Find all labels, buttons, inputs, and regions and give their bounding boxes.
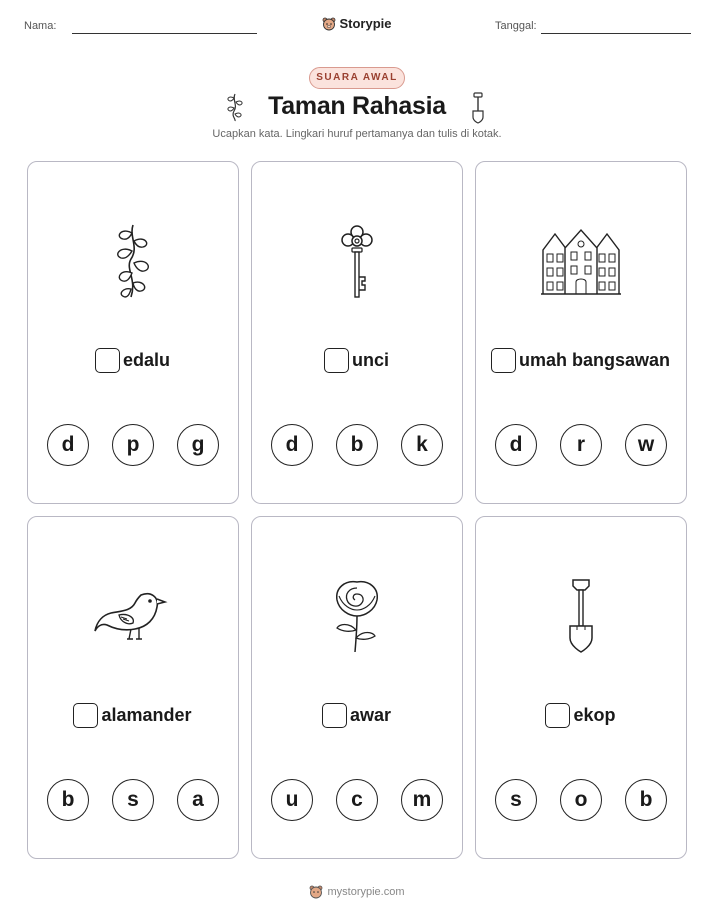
exercise-card xyxy=(27,516,239,859)
instructions: Ucapkan kata. Lingkari huruf pertamanya dan tulis di kotak. xyxy=(212,128,502,140)
word-row xyxy=(28,348,237,373)
letter-choices xyxy=(271,424,443,466)
letter-choice[interactable]: c xyxy=(336,779,378,821)
date-label: Tanggal: xyxy=(495,20,537,32)
letter-choices xyxy=(271,779,443,821)
word-row xyxy=(476,703,685,728)
footer xyxy=(0,885,714,902)
word-stem: ekop xyxy=(573,705,616,725)
answer-box[interactable] xyxy=(73,703,98,728)
letter-choice[interactable]: s xyxy=(112,779,154,821)
vine-icon xyxy=(103,223,163,299)
letter-choice[interactable]: d xyxy=(271,424,313,466)
letter-choice[interactable]: k xyxy=(401,424,443,466)
page-title: Taman Rahasia xyxy=(268,92,446,120)
letter-choice[interactable]: d xyxy=(47,424,89,466)
key-icon xyxy=(337,223,377,299)
exercise-card xyxy=(475,161,687,504)
letter-choice[interactable]: b xyxy=(336,424,378,466)
exercise-card xyxy=(251,161,463,504)
word-row xyxy=(252,703,461,728)
answer-box[interactable] xyxy=(545,703,570,728)
exercise-card xyxy=(27,161,239,504)
letter-choice[interactable]: g xyxy=(177,424,219,466)
word-row xyxy=(476,348,685,373)
footer-url[interactable]: mystorypie.com xyxy=(327,886,405,898)
letter-choice[interactable]: r xyxy=(560,424,602,466)
letter-choices xyxy=(47,424,219,466)
mansion-icon xyxy=(539,226,623,296)
word-row xyxy=(28,703,237,728)
answer-box[interactable] xyxy=(491,348,516,373)
letter-choice[interactable]: m xyxy=(401,779,443,821)
letter-choice[interactable]: p xyxy=(112,424,154,466)
letter-choice[interactable]: b xyxy=(625,779,667,821)
worksheet-header xyxy=(0,16,714,40)
letter-choice[interactable]: d xyxy=(495,424,537,466)
exercise-card xyxy=(475,516,687,859)
brand-logo xyxy=(0,16,714,34)
word-stem: unci xyxy=(351,350,389,370)
shovel-title-icon xyxy=(468,92,488,124)
bird-icon xyxy=(93,581,173,651)
date-line[interactable] xyxy=(541,33,691,34)
shovel-icon xyxy=(561,578,601,654)
letter-choices xyxy=(495,779,667,821)
bear-logo-icon xyxy=(322,17,336,31)
answer-box[interactable] xyxy=(95,348,120,373)
letter-choice[interactable]: w xyxy=(625,424,667,466)
word-row xyxy=(252,348,461,373)
name-label: Nama: xyxy=(24,20,57,32)
letter-choices xyxy=(495,424,667,466)
letter-choice[interactable]: a xyxy=(177,779,219,821)
rose-icon xyxy=(329,578,385,654)
letter-choice[interactable]: o xyxy=(560,779,602,821)
answer-box[interactable] xyxy=(322,703,347,728)
section-badge: SUARA AWAL xyxy=(309,67,405,89)
brand-name: Storypie xyxy=(339,16,392,31)
bear-logo-icon xyxy=(309,885,323,899)
letter-choice[interactable]: b xyxy=(47,779,89,821)
answer-box[interactable] xyxy=(324,348,349,373)
letter-choice[interactable]: s xyxy=(495,779,537,821)
word-stem: edalu xyxy=(122,350,170,370)
word-stem: umah bangsawan xyxy=(518,350,671,370)
letter-choices xyxy=(47,779,219,821)
word-stem: awar xyxy=(349,705,392,725)
exercise-card xyxy=(251,516,463,859)
letter-choice[interactable]: u xyxy=(271,779,313,821)
word-stem: alamander xyxy=(101,705,192,725)
